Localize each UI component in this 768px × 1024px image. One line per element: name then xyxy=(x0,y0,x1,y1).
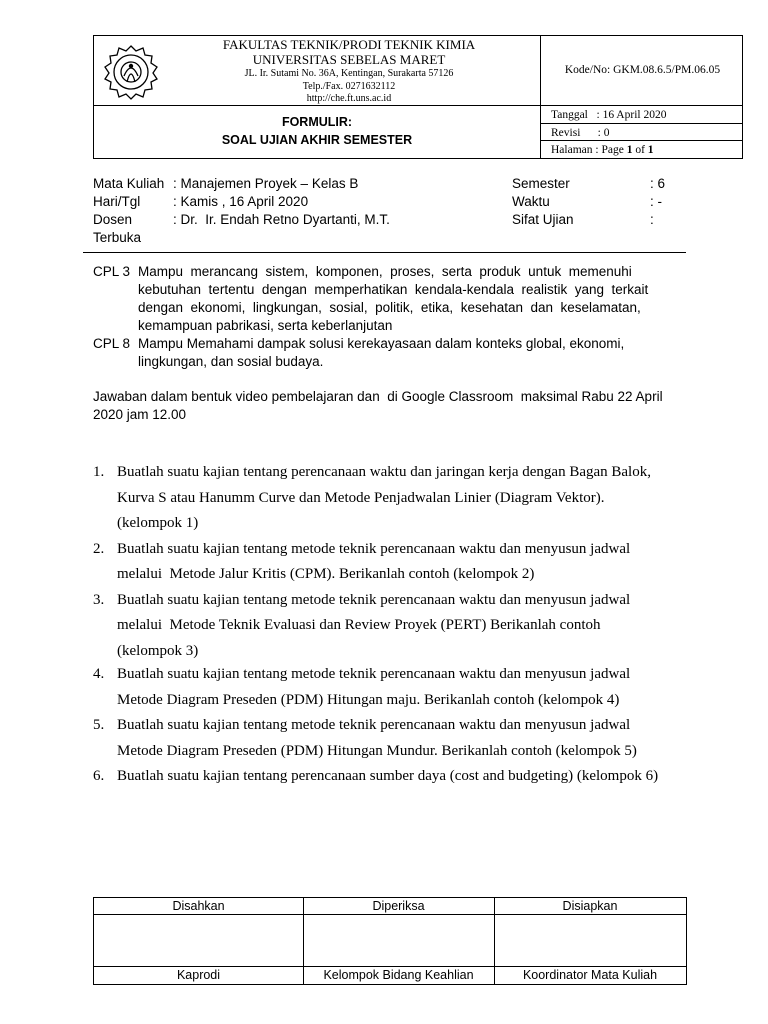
header-divider xyxy=(540,140,742,141)
cpl-line: kebutuhan tertentu dengan memperhatikan kendala-kendala realistik yang terkait xyxy=(138,282,649,297)
question-text: Buatlah suatu kajian tentang perencanaan waktu dan jaringan kerja dengan Bagan Balok, xyxy=(117,464,651,480)
cpl-line: Mampu Memahami dampak solusi kerekayasaan dalam konteks global, ekonomi, xyxy=(138,336,625,351)
signature-role: Kelompok Bidang Keahlian xyxy=(323,968,474,982)
question-text: Buatlah suatu kajian tentang perencanaan sumber daya (cost and budgeting) (kelompok 6) xyxy=(117,768,659,784)
university-logo-icon xyxy=(100,42,162,102)
signature-header: Disiapkan xyxy=(562,899,618,913)
question-text: Buatlah suatu kajian tentang metode teknik perencanaan waktu dan menyusun jadwal xyxy=(117,591,631,608)
date-value: : Kamis , 16 April 2020 xyxy=(173,194,309,209)
header-divider xyxy=(94,105,540,106)
question-number: 1. xyxy=(93,464,105,480)
question-text: (kelompok 1) xyxy=(117,515,199,531)
instruction-text: Jawaban dalam bentuk video pembelajaran dan di Google Classroom maksimal Rabu 22 April xyxy=(93,389,663,404)
signature-header: Disahkan xyxy=(172,899,225,913)
institution-phone: Telp./Fax. 0271632112 xyxy=(302,81,396,92)
question-text: melalui Metode Teknik Evaluasi dan Review Proyek (PERT) Berikanlah contoh xyxy=(117,617,601,633)
course-value: : Manajemen Proyek – Kelas B xyxy=(173,176,359,191)
signature-role: Koordinator Mata Kuliah xyxy=(522,968,658,982)
document-header xyxy=(93,35,743,159)
question-text: Buatlah suatu kajian tentang metode teknik perencanaan waktu dan menyusun jadwal xyxy=(117,540,631,557)
exam-type-label: Sifat Ujian xyxy=(512,212,574,227)
document-date: Tanggal : 16 April 2020 xyxy=(551,109,667,121)
question-number: 5. xyxy=(93,717,105,733)
cpl-line: dengan ekonomi, lingkungan, sosial, politik, etika, kesehatan dan keselamatan, xyxy=(138,300,641,315)
question-text: Kurva S atau Hanumm Curve dan Metode Penjadwalan Linier (Diagram Vektor). xyxy=(117,489,605,506)
question-number: 4. xyxy=(93,666,105,682)
form-title: FORMULIR: xyxy=(281,115,353,129)
header-divider xyxy=(540,123,742,124)
form-subtitle: SOAL UJIAN AKHIR SEMESTER xyxy=(221,133,413,147)
semester-value: : 6 xyxy=(650,176,666,191)
signature-table xyxy=(93,897,687,985)
cpl-line: kemampuan pabrikasi, serta keberlanjutan xyxy=(138,318,393,333)
document-revision: Revisi : 0 xyxy=(551,127,610,139)
university-name: UNIVERSITAS SEBELAS MARET xyxy=(252,52,446,67)
page-total: 1 xyxy=(647,144,654,156)
signature-header: Diperiksa xyxy=(372,899,425,913)
question-text: Buatlah suatu kajian tentang metode teknik perencanaan waktu dan menyusun jadwal xyxy=(117,666,631,682)
date-label: Hari/Tgl xyxy=(93,194,141,209)
cpl-code: CPL 3 xyxy=(93,264,131,279)
question-number: 2. xyxy=(93,540,105,557)
institution-website[interactable]: http://che.ft.uns.ac.id xyxy=(306,93,392,104)
question-number: 6. xyxy=(93,768,105,784)
cpl-code: CPL 8 xyxy=(93,336,131,351)
signature-role: Kaprodi xyxy=(176,968,221,982)
signature-divider xyxy=(94,914,686,915)
duration-value: : - xyxy=(650,194,662,209)
question-text: melalui Metode Jalur Kritis (CPM). Berikanlah contoh (kelompok 2) xyxy=(117,566,535,582)
page-number: 1 xyxy=(626,144,633,156)
signature-divider xyxy=(94,966,686,967)
lecturer-value: : Dr. Ir. Endah Retno Dyartanti, M.T. xyxy=(173,212,390,227)
course-label: Mata Kuliah xyxy=(93,176,165,191)
question-text: Metode Diagram Preseden (PDM) Hitungan Mundur. Berikanlah contoh (kelompok 5) xyxy=(117,742,637,759)
question-text: (kelompok 3) xyxy=(117,642,199,659)
faculty-name: FAKULTAS TEKNIK/PRODI TEKNIK KIMIA xyxy=(222,37,476,52)
lecturer-label: Dosen xyxy=(93,212,133,227)
question-text: Buatlah suatu kajian tentang metode teknik perencanaan waktu dan menyusun jadwal xyxy=(117,717,631,733)
document-code: Kode/No: GKM.08.6.5/PM.06.05 xyxy=(564,64,721,76)
section-divider xyxy=(83,252,686,253)
institution-address: JL. Ir. Sutami No. 36A, Kentingan, Surakarta 57126 xyxy=(244,68,454,79)
duration-label: Waktu xyxy=(512,194,550,209)
page-of-label: of xyxy=(632,144,648,156)
question-text: Metode Diagram Preseden (PDM) Hitungan maju. Berikanlah contoh (kelompok 4) xyxy=(117,691,620,708)
exam-type-value-wrapped: Terbuka xyxy=(93,230,142,245)
page-label: Halaman : Page xyxy=(551,144,627,156)
instruction-text: 2020 jam 12.00 xyxy=(93,407,187,422)
semester-label: Semester xyxy=(512,176,570,191)
cpl-line: lingkungan, dan sosial budaya. xyxy=(138,354,324,369)
question-number: 3. xyxy=(93,591,105,608)
header-divider xyxy=(540,105,742,106)
document-page xyxy=(551,143,654,157)
exam-type-colon: : xyxy=(650,212,654,227)
cpl-line: Mampu merancang sistem, komponen, proses, serta produk untuk memenuhi xyxy=(138,264,632,279)
